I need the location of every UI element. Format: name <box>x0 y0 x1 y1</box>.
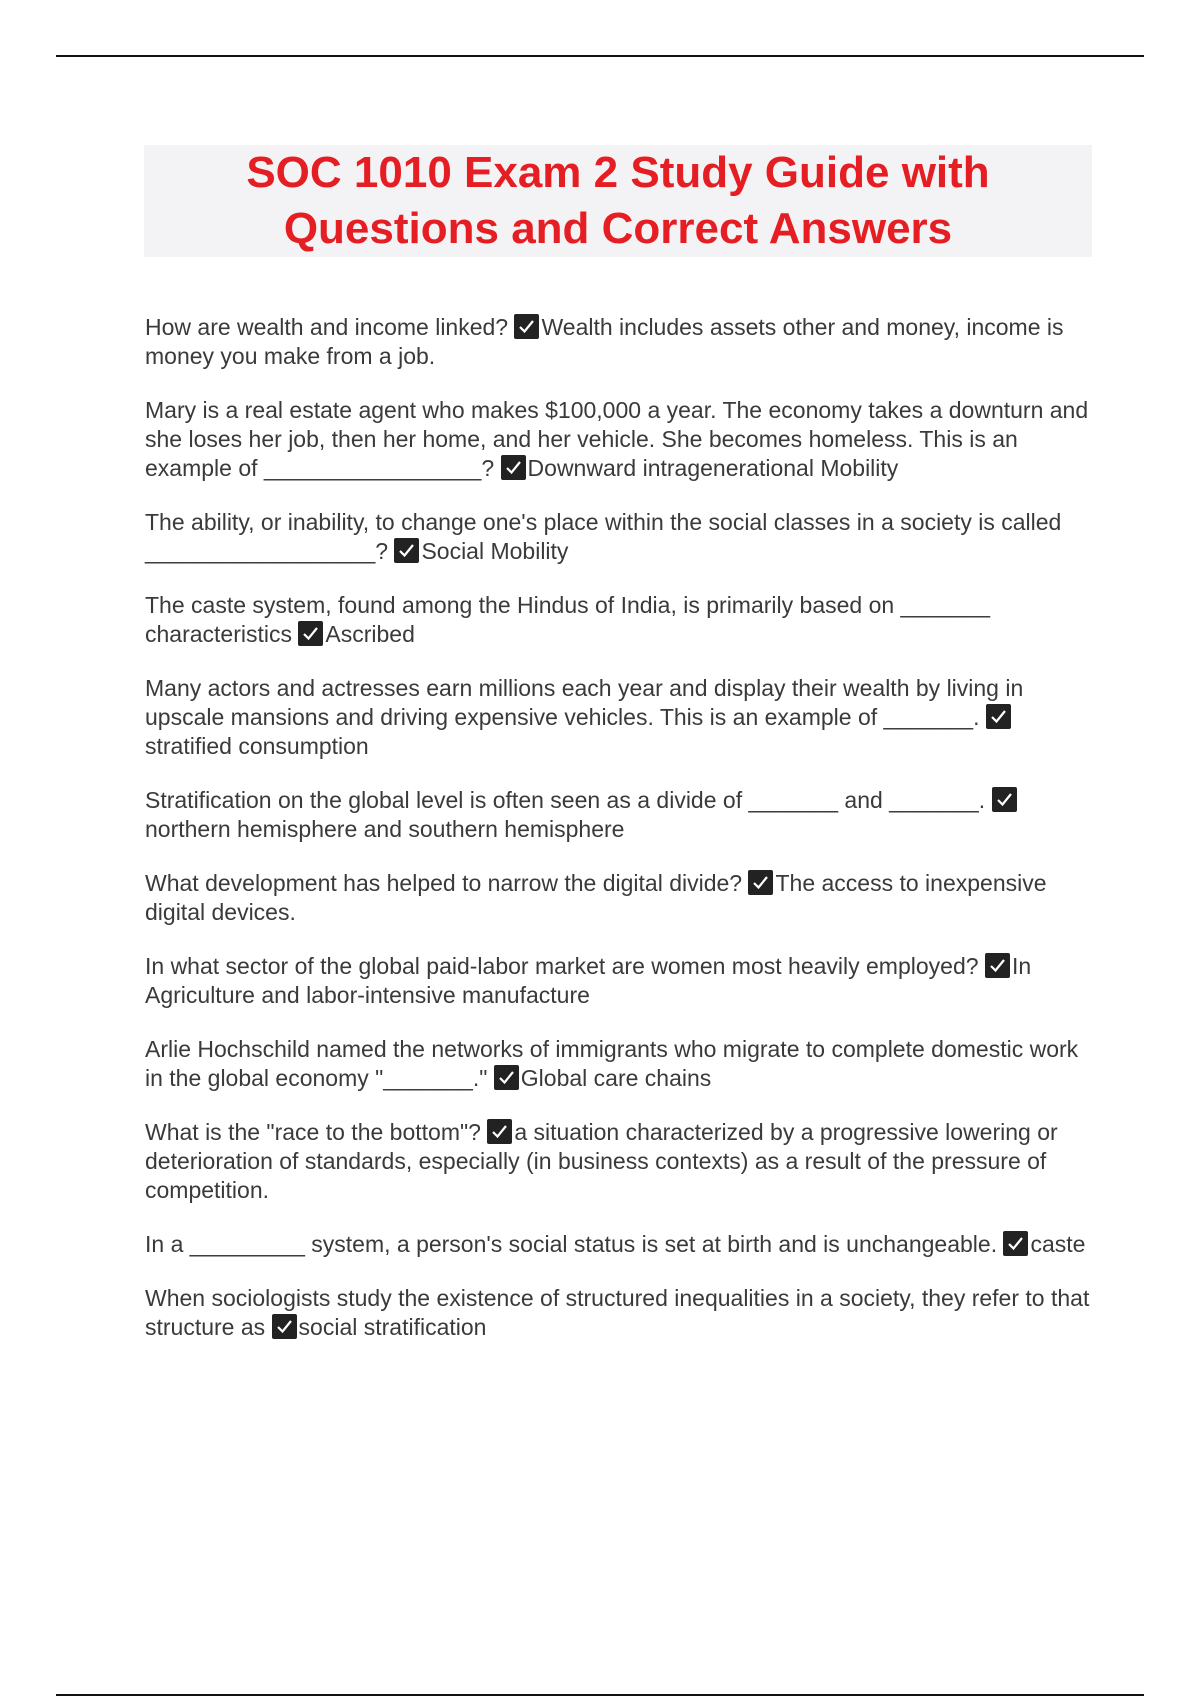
qa-item <box>145 1035 1090 1093</box>
check-icon <box>272 1314 297 1339</box>
answer-text: northern hemisphere and southern hemisphere <box>145 816 625 842</box>
qa-item <box>145 1284 1090 1342</box>
bottom-rule <box>56 1694 1144 1696</box>
check-icon <box>501 455 526 480</box>
check-icon <box>298 621 323 646</box>
question-text: Stratification on the global level is often seen as a divide of _______ and _______. <box>145 787 986 813</box>
answer-text: caste <box>1030 1231 1086 1257</box>
check-icon <box>748 870 773 895</box>
check-icon <box>514 314 539 339</box>
qa-item <box>145 786 1090 844</box>
check-icon <box>494 1065 519 1090</box>
question-text: What development has helped to narrow the digital divide? <box>145 870 743 896</box>
check-icon <box>1003 1231 1028 1256</box>
answer-text: Global care chains <box>520 1065 712 1091</box>
question-text: In a _________ system, a person's social status is set at birth and is unchangeable. <box>145 1231 998 1257</box>
check-icon <box>394 538 419 563</box>
check-icon <box>986 704 1011 729</box>
qa-item <box>145 1118 1090 1205</box>
check-icon <box>992 787 1017 812</box>
question-text: Mary is a real estate agent who makes $100,000 a year. The economy takes a downturn and she loses her job, then her home, and her vehicle. She becomes homeless. This is an example of _________________? <box>145 397 1089 481</box>
question-text: Arlie Hochschild named the networks of immigrants who migrate to complete domestic work in the global economy "_______." <box>145 1036 1079 1091</box>
question-text: Many actors and actresses earn millions each year and display their wealth by living in upscale mansions and driving expensive vehicles. This is an example of _______. <box>145 675 1024 730</box>
answer-text: In Agriculture and labor-intensive manufacture <box>145 953 1032 1008</box>
answer-text: Wealth includes assets other and money, income is money you make from a job. <box>145 314 1064 369</box>
question-text: What is the "race to the bottom"? <box>145 1119 481 1145</box>
question-text: The ability, or inability, to change one's place within the social classes in a society is called __________________? <box>145 509 1062 564</box>
title-banner <box>144 145 1092 257</box>
question-text: When sociologists study the existence of structured inequalities in a society, they refer to that structure as <box>145 1285 1090 1340</box>
qa-item <box>145 674 1090 761</box>
qa-item <box>145 396 1090 483</box>
answer-text: a situation characterized by a progressive lowering or deterioration of standards, especially (in business contexts) as a result of the pressure of competition. <box>145 1119 1058 1203</box>
question-text: The caste system, found among the Hindus of India, is primarily based on _______ characteristics <box>145 592 991 647</box>
answer-text: Downward intragenerational Mobility <box>527 455 899 481</box>
question-text: How are wealth and income linked? <box>145 314 509 340</box>
answer-text: Social Mobility <box>421 538 569 564</box>
check-icon <box>985 953 1010 978</box>
answer-text: The access to inexpensive digital devices. <box>145 870 1047 925</box>
qa-item <box>145 313 1090 371</box>
document-title: SOC 1010 Exam 2 Study Guide with Questions and Correct Answers <box>246 148 990 253</box>
question-text: In what sector of the global paid-labor market are women most heavily employed? <box>145 953 979 979</box>
answer-text: stratified consumption <box>145 733 369 759</box>
qa-item <box>145 952 1090 1010</box>
check-icon <box>487 1119 512 1144</box>
answer-text: social stratification <box>298 1314 487 1340</box>
qa-item <box>145 591 1090 649</box>
qa-item <box>145 508 1090 566</box>
qa-item <box>145 1230 1090 1259</box>
qa-list <box>145 313 1090 1367</box>
answer-text: Ascribed <box>325 621 415 647</box>
top-rule <box>56 55 1144 57</box>
qa-item <box>145 869 1090 927</box>
